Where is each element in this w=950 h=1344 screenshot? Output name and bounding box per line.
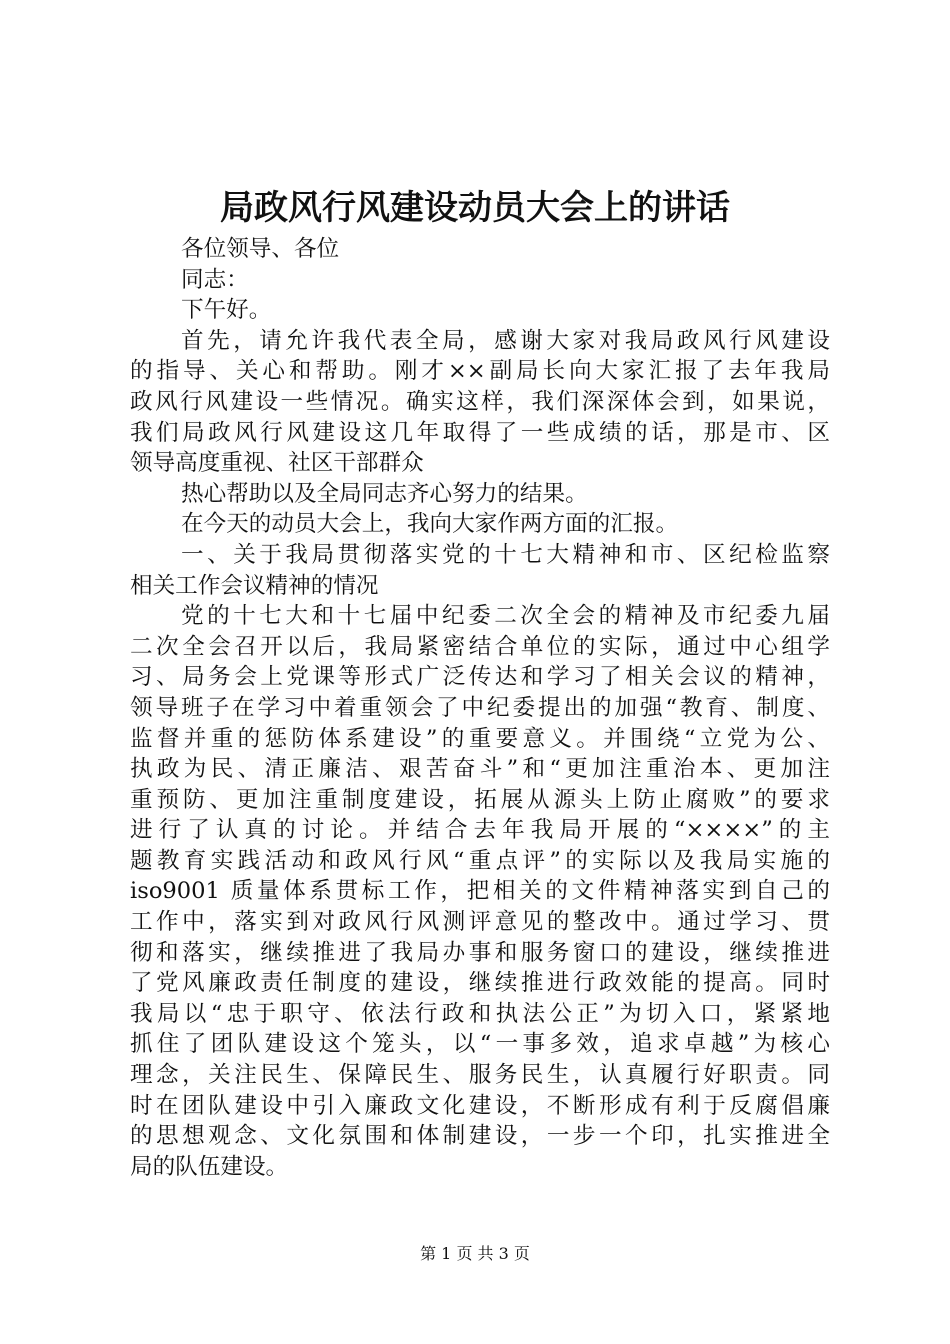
body-text-line: 同志： [181, 266, 249, 293]
body-text-line: 习、局务会上党课等形式广泛传达和学习了相关会议的精神， [130, 664, 830, 691]
body-text-line: 时在团队建设中引入廉政文化建设，不断形成有利于反腐倡廉 [130, 1092, 830, 1119]
body-text-line: 领导高度重视、社区干部群众 [130, 450, 424, 477]
body-text-line: 局的队伍建设。 [130, 1153, 289, 1180]
body-text-line: 一、关于我局贯彻落实党的十七大精神和市、区纪检监察 [181, 541, 830, 568]
body-text-line: 工作中，落实到对政风行风测评意见的整改中。通过学习、贯 [130, 909, 830, 936]
body-text-line: 我们局政风行风建设这几年取得了一些成绩的话，那是市、区 [130, 419, 830, 446]
body-text-line: 二次全会召开以后，我局紧密结合单位的实际，通过中心组学 [130, 633, 830, 660]
body-text-line: 下午好。 [181, 297, 272, 324]
body-text-line: 相关工作会议精神的情况 [130, 572, 379, 599]
body-text-line: 重预防、更加注重制度建设，拓展从源头上防止腐败”的要求 [130, 786, 830, 813]
body-text-line: 理念，关注民生、保障民生、服务民生，认真履行好职责。同 [130, 1062, 830, 1089]
body-text-line: 抓住了团队建设这个笼头，以“一事多效，追求卓越”为核心 [130, 1031, 830, 1058]
body-text-line: 的指导、关心和帮助。刚才××副局长向大家汇报了去年我局 [130, 358, 830, 385]
document-title: 局政风行风建设动员大会上的讲话 [220, 188, 730, 228]
body-text-line: 各位领导、各位 [181, 236, 340, 262]
body-text-line: 题教育实践活动和政风行风“重点评”的实际以及我局实施的 [130, 847, 830, 874]
page-footer: 第 1 页 共 3 页 [420, 1244, 530, 1263]
body-text-line: 彻和落实，继续推进了我局办事和服务窗口的建设，继续推进 [130, 939, 830, 966]
body-text-line: 党的十七大和十七届中纪委二次全会的精神及市纪委九届 [181, 603, 830, 630]
body-text-line: 首先，请允许我代表全局，感谢大家对我局政风行风建设 [181, 327, 830, 354]
document-body [130, 234, 830, 1182]
body-text-line: 领导班子在学习中着重领会了中纪委提出的加强“教育、制度、 [130, 694, 830, 721]
body-text-line: 政风行风建设一些情况。确实这样，我们深深体会到，如果说， [130, 388, 830, 415]
body-text-line: 执政为民、清正廉洁、艰苦奋斗”和“更加注重治本、更加注 [130, 756, 830, 783]
body-text-line: iso9001 质量体系贯标工作，把相关的文件精神落实到自己的 [130, 878, 830, 905]
body-text-line: 监督并重的惩防体系建设”的重要意义。并围绕“立党为公、 [130, 725, 830, 752]
body-text-line: 热心帮助以及全局同志齐心努力的结果。 [181, 480, 588, 507]
body-text-line: 在今天的动员大会上，我向大家作两方面的汇报。 [181, 511, 679, 538]
body-text-line: 了党风廉政责任制度的建设，继续推进行政效能的提高。同时 [130, 970, 830, 997]
body-text-line: 进行了认真的讨论。并结合去年我局开展的“××××”的主 [130, 817, 830, 844]
body-text-line: 我局以“忠于职守、依法行政和执法公正”为切入口，紧紧地 [130, 1000, 830, 1027]
body-text-line: 的思想观念、文化氛围和体制建设，一步一个印，扎实推进全 [130, 1123, 830, 1150]
